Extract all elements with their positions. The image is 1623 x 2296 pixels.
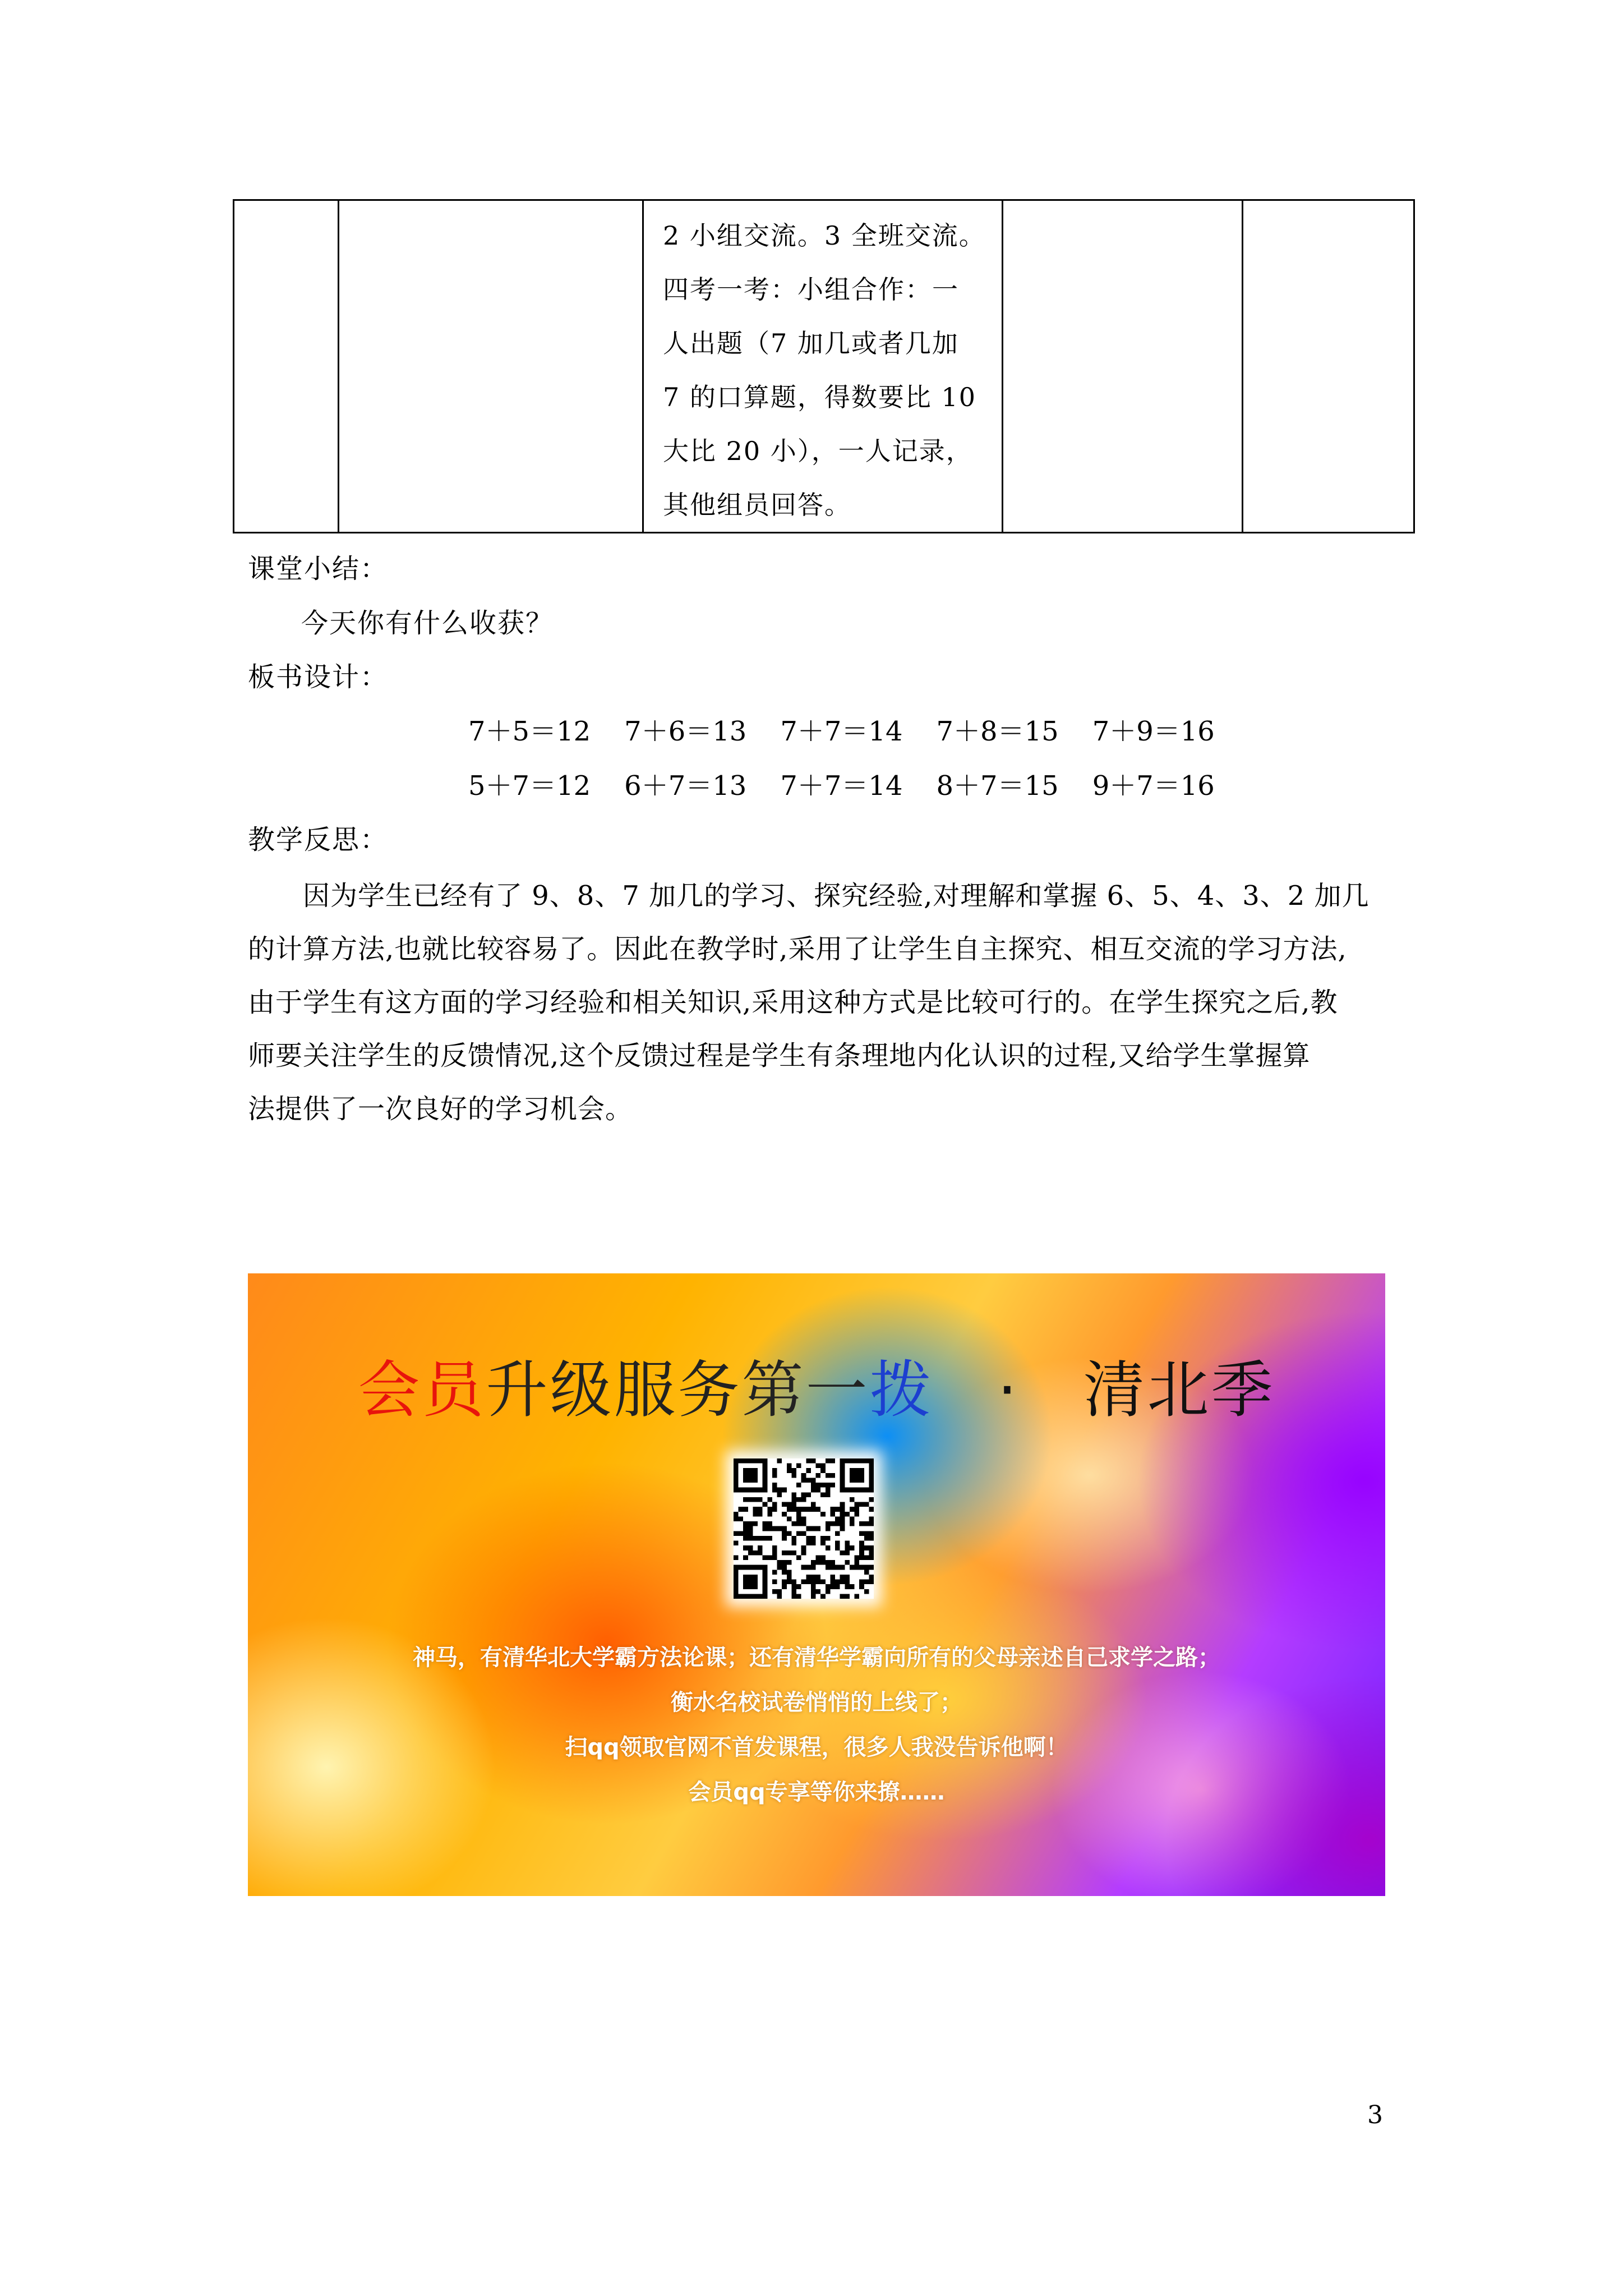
banner-title-part: 拨 — [869, 1354, 934, 1426]
table-cell-1 — [234, 200, 339, 533]
banner-description — [248, 1635, 1385, 1815]
equation: 5＋7＝12 — [468, 770, 591, 802]
activity-text — [644, 201, 1002, 532]
reflection-heading: 教学反思： — [248, 824, 389, 855]
qr-code-icon — [734, 1458, 874, 1599]
text-line: 其他组员回答。 — [663, 490, 851, 520]
table-row — [234, 200, 1414, 533]
text-line: 的计算方法,也就比较容易了。因此在教学时,采用了让学生自主探究、相互交流的学习方法, — [248, 933, 1347, 965]
text-line: 师要关注学生的反馈情况,这个反馈过程是学生有条理地内化认识的过程,又给学生掌握算 — [248, 1040, 1311, 1071]
banner-line: 扫qq领取官网不首发课程，很多人我没告诉他啊！ — [565, 1734, 1068, 1760]
board-row-1 — [468, 710, 1215, 748]
banner-title-part: 升级服务第一 — [486, 1354, 870, 1426]
text-line: 四考一考：小组合作：一 — [663, 274, 959, 305]
equation: 7＋7＝14 — [780, 770, 903, 802]
equation: 7＋7＝14 — [780, 716, 903, 747]
board-row-2 — [468, 764, 1215, 803]
board-heading: 板书设计： — [248, 661, 389, 693]
text-line: 人出题（7 加几或者几加 — [663, 328, 959, 358]
text-line: 由于学生有这方面的学习经验和相关知识,采用这种方式是比较可行的。在学生探究之后,教 — [248, 987, 1338, 1018]
banner-title-part: 会员 — [358, 1354, 486, 1426]
banner-line: 衡水名校试卷悄悄的上线了； — [671, 1690, 962, 1715]
banner-line: 会员qq专享等你来撩…… — [688, 1779, 945, 1805]
reflection-paragraph — [248, 869, 1385, 1136]
equation: 7＋5＝12 — [468, 716, 591, 747]
table-cell-5 — [1242, 200, 1414, 533]
qr-code[interactable] — [734, 1458, 874, 1599]
summary-question: 今天你有什么收获？ — [301, 608, 554, 639]
banner-line: 神马，有清华北大学霸方法论课；还有清华学霸向所有的父母亲述自己求学之路； — [413, 1645, 1220, 1671]
lesson-table — [233, 199, 1415, 533]
banner-title — [248, 1341, 1385, 1429]
text-line: 因为学生已经有了 9、8、7 加几的学习、探究经验,对理解和掌握 6、5、4、3、2 加几 — [248, 880, 1370, 912]
text-line: 7 的口算题，得数要比 10 — [663, 382, 977, 412]
equation: 7＋8＝15 — [936, 716, 1059, 747]
equation: 6＋7＝13 — [624, 770, 747, 802]
equation: 8＋7＝15 — [936, 770, 1059, 802]
text-line: 法提供了一次良好的学习机会。 — [248, 1093, 633, 1125]
promo-banner — [248, 1273, 1385, 1896]
table-cell-4 — [1002, 200, 1242, 533]
table-cell-2 — [339, 200, 643, 533]
equation: 7＋6＝13 — [624, 716, 747, 747]
text-line: 2 小组交流。3 全班交流。 — [663, 220, 986, 251]
text-line: 大比 20 小），一人记录， — [663, 436, 973, 466]
page-number: 3 — [1367, 2101, 1383, 2129]
summary-heading: 课堂小结： — [248, 553, 389, 585]
banner-title-part: · 清北季 — [933, 1354, 1275, 1426]
equation: 7＋9＝16 — [1092, 716, 1215, 747]
table-cell-3 — [643, 200, 1003, 533]
equation: 9＋7＝16 — [1092, 770, 1215, 802]
